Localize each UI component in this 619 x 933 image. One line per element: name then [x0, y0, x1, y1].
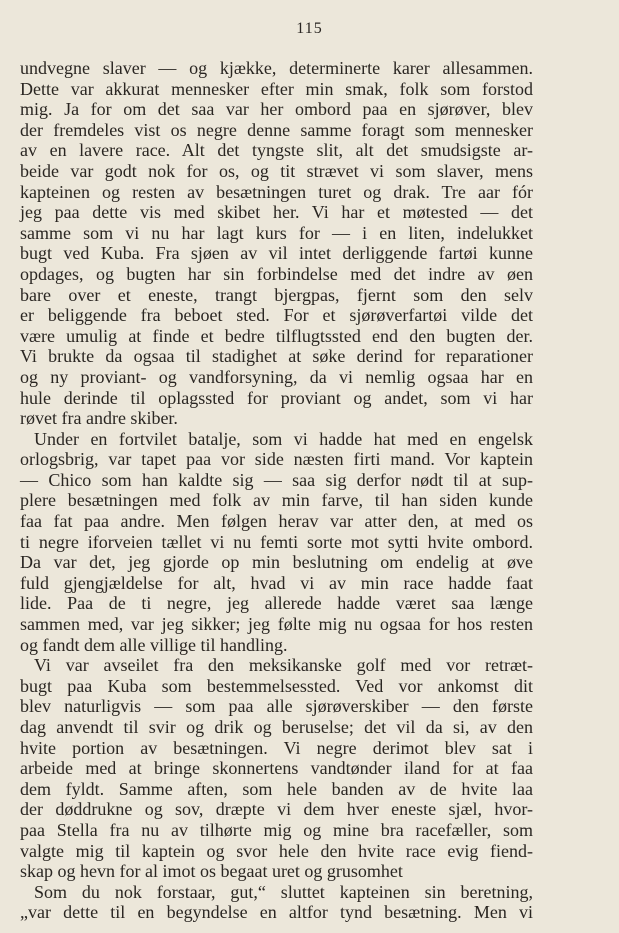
text-line: plere besætningen med folk av min farve, til han siden kunde	[20, 490, 533, 511]
text-line: der døddrukne og sov, dræpte vi dem hver eneste sjæl, hvor-	[20, 799, 533, 820]
text-line: er beliggende fra beboet sted. For et sjørøverfartøi vilde det	[20, 305, 533, 326]
text-line: røvet fra andre skiber.	[20, 408, 178, 429]
text-line: der fremdeles vist os negre denne samme foragt som mennesker	[20, 119, 533, 140]
text-line: være umulig at finde et bedre tilflugtssted end den bugten der.	[20, 325, 533, 346]
text-line: jeg paa dette vis med skibet her. Vi har et møtested — det	[20, 202, 533, 223]
text-line: og fandt dem alle villige til handling.	[20, 634, 288, 655]
text-line: undvegne slaver — og kjække, determinerte karer allesammen.	[20, 58, 533, 78]
text-line: sammen med, var jeg sikker; jeg følte mig nu ogsaa for hos resten	[20, 614, 533, 635]
paragraph	[20, 655, 533, 882]
text-line: Som du nok forstaar, gut,“ sluttet kapteinen sin beretning,	[34, 881, 533, 902]
text-line: hule derinde til oplagssted for proviant og andet, som vi har	[20, 387, 533, 408]
paragraph	[20, 58, 533, 429]
text-line: blev naturligvis — som paa alle sjørøverskiber — den første	[20, 696, 533, 717]
text-line: paa Stella fra nu av tilhørte mig og mine bra racefæller, som	[20, 819, 533, 840]
text-line: arbeide med at bringe skonnertens vandtønder iland for at faa	[20, 758, 533, 779]
text-line: fuld gjengjældelse for alt, hvad vi av min race hadde faat	[20, 572, 533, 593]
body-text	[20, 58, 533, 923]
page-number: 115	[296, 20, 323, 37]
text-line: Vi brukte da ogsaa til stadighet at søke derind for reparationer	[20, 346, 533, 367]
text-line: kapteinen og resten av besætningen turet og drak. Tre aar fór	[20, 181, 533, 202]
paragraph	[20, 429, 533, 656]
text-line: skap og hevn for al imot os begaat uret og grusomhet	[20, 861, 403, 882]
text-line: lide. Paa de ti negre, jeg allerede hadde været saa længe	[20, 593, 533, 614]
text-line: dem fyldt. Samme aften, som hele banden av de hvite laa	[20, 778, 533, 799]
text-line: Dette var akkurat mennesker efter min smak, folk som forstod	[20, 78, 533, 99]
text-line: — Chico som han kaldte sig — saa sig derfor nødt til at sup-	[20, 469, 533, 490]
text-line: Da var det, jeg gjorde op min beslutning om endelig at øve	[20, 552, 533, 573]
text-line: opdages, og bugten har sin forbindelse med det indre av øen	[20, 263, 533, 284]
paragraph	[20, 882, 533, 923]
text-line: ti negre iforveien tællet vi nu femti sorte mot sytti hvite ombord.	[20, 531, 533, 552]
text-line: Vi var avseilet fra den meksikanske golf med vor retræt-	[34, 655, 533, 676]
text-line: bugt paa Kuba som bestemmelsessted. Ved vor ankomst dit	[20, 675, 533, 696]
text-line: samme som vi nu har lagt kurs for — i en liten, indelukket	[20, 222, 533, 243]
text-line: „var dette til en begyndelse en altfor tynd besætning. Men vi	[20, 902, 533, 923]
text-line: bare over et eneste, trangt bjergpas, fjernt som den selv	[20, 284, 533, 305]
text-line: valgte mig til kaptein og svor hele den hvite race evig fiend-	[20, 840, 533, 861]
text-line: hvite portion av besætningen. Vi negre derimot blev sat i	[20, 737, 533, 758]
text-line: og ny proviant- og vandforsyning, da vi nemlig ogsaa har en	[20, 366, 533, 387]
text-line: dag anvendt til svir og drik og beruselse; det vil da si, av den	[20, 717, 533, 737]
text-line: bugt ved Kuba. Fra sjøen av vil intet derliggende fartøi kunne	[20, 243, 533, 264]
text-line: mig. Ja for om det saa var her ombord paa en sjørøver, blev	[20, 99, 533, 120]
text-line: orlogsbrig, var tapet paa vor side næsten firti mand. Vor kaptein	[20, 449, 533, 470]
text-line: Under en fortvilet batalje, som vi hadde hat med en engelsk	[34, 428, 533, 449]
text-line: beide var godt nok for os, og tit strævet vi som slaver, mens	[20, 160, 533, 181]
text-line: faa fat paa andre. Men følgen herav var atter den, at med os	[20, 511, 533, 532]
text-line: av en lavere race. Alt det tyngste slit, alt det smudsigste ar-	[20, 140, 533, 161]
